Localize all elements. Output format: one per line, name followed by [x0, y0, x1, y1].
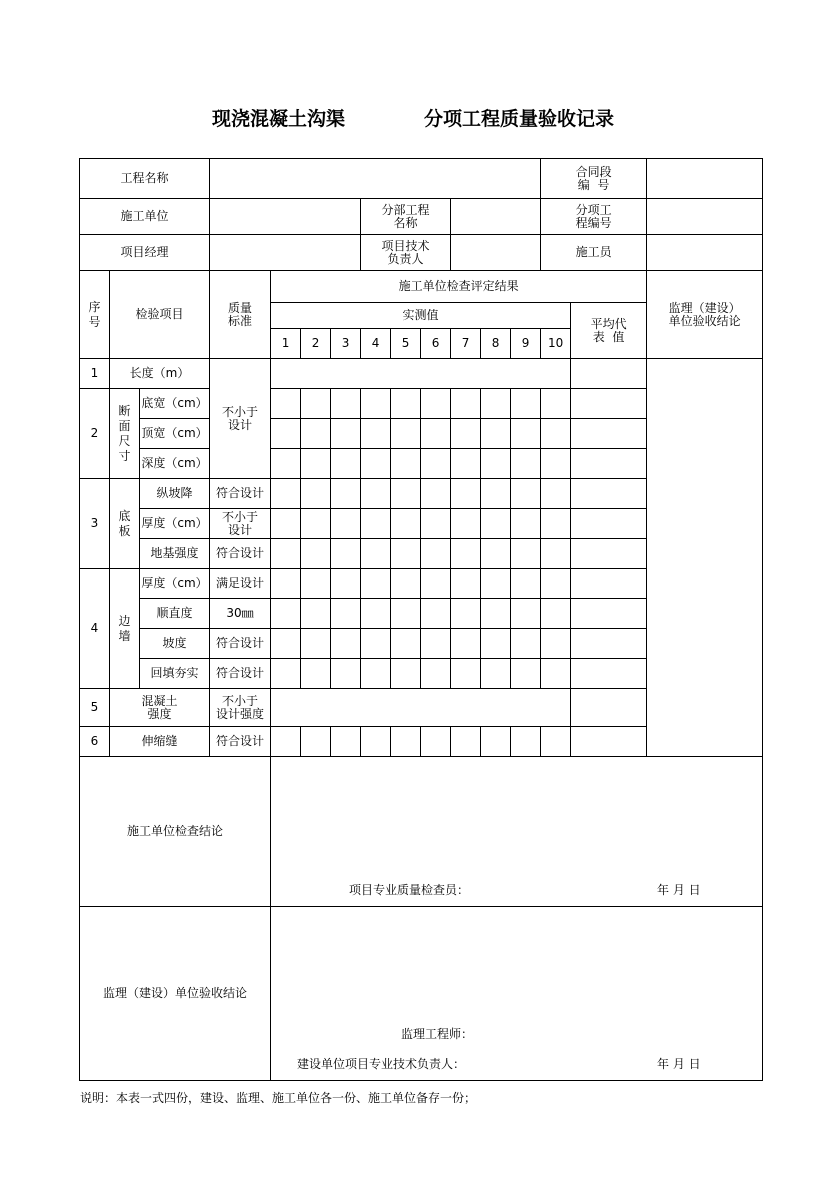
measure-cell[interactable]: [421, 479, 451, 509]
measure-cell[interactable]: [541, 389, 571, 419]
measure-cell[interactable]: [361, 419, 391, 449]
contract-section-label: 合同段 编 号: [541, 159, 647, 199]
measure-cell[interactable]: [301, 449, 331, 479]
col-number: 8: [481, 329, 511, 359]
measure-cell[interactable]: [511, 479, 541, 509]
average-cell[interactable]: [571, 389, 647, 419]
construction-unit-value[interactable]: [210, 199, 361, 235]
measure-cell[interactable]: [271, 629, 301, 659]
average-cell[interactable]: [571, 449, 647, 479]
measure-cell[interactable]: [271, 479, 301, 509]
measure-cell[interactable]: [421, 599, 451, 629]
sub-item-no-label: 分项工 程编号: [541, 199, 647, 235]
average-cell[interactable]: [571, 569, 647, 599]
standard-cell: 30㎜: [210, 599, 271, 629]
item-wall-thickness: 厚度（cm）: [140, 569, 210, 599]
measure-cell[interactable]: [331, 419, 361, 449]
supervision-conclusion-cell[interactable]: [647, 359, 763, 757]
measure-cell[interactable]: [511, 389, 541, 419]
title-right: 分项工程质量验收记录: [424, 108, 615, 130]
measure-cell[interactable]: [331, 569, 361, 599]
measure-cell[interactable]: [511, 449, 541, 479]
eval-result-header: 施工单位检查评定结果: [271, 271, 647, 303]
standard-cell: 符合设计: [210, 659, 271, 689]
measure-cell[interactable]: [331, 479, 361, 509]
measure-cell[interactable]: [271, 419, 301, 449]
measure-cell[interactable]: [391, 539, 421, 569]
measure-cell[interactable]: [301, 479, 331, 509]
measure-cell[interactable]: [391, 509, 421, 539]
measure-cell[interactable]: [421, 449, 451, 479]
measure-cell[interactable]: [271, 727, 301, 757]
strength-measured[interactable]: [271, 689, 571, 727]
measure-cell[interactable]: [421, 569, 451, 599]
measure-cell[interactable]: [481, 509, 511, 539]
sub-division-value[interactable]: [451, 199, 541, 235]
standard-cell: 符合设计: [210, 479, 271, 509]
item-straightness: 顺直度: [140, 599, 210, 629]
standard-cell: 符合设计: [210, 727, 271, 757]
measure-cell[interactable]: [361, 449, 391, 479]
date-label: 年 月 日: [657, 883, 701, 897]
col-number: 6: [421, 329, 451, 359]
measure-cell[interactable]: [361, 659, 391, 689]
item-plate-thickness: 厚度（cm）: [140, 509, 210, 539]
measure-cell[interactable]: [331, 509, 361, 539]
measure-cell[interactable]: [361, 599, 391, 629]
measure-cell[interactable]: [271, 659, 301, 689]
measure-cell[interactable]: [361, 569, 391, 599]
seq-header: 序 号: [80, 271, 110, 359]
project-name-value[interactable]: [210, 159, 541, 199]
measure-cell[interactable]: [541, 599, 571, 629]
measure-cell[interactable]: [511, 659, 541, 689]
measure-cell[interactable]: [481, 727, 511, 757]
measure-cell[interactable]: [421, 659, 451, 689]
tech-leader-label: 项目技术 负责人: [361, 235, 451, 271]
measure-cell[interactable]: [541, 629, 571, 659]
measure-cell[interactable]: [391, 569, 421, 599]
measure-cell[interactable]: [481, 599, 511, 629]
supervision-conclusion-area[interactable]: [271, 907, 763, 1081]
standard-header: 质量 标准: [210, 271, 271, 359]
item-concrete-strength: 混凝土 强度: [110, 689, 210, 727]
measure-cell[interactable]: [451, 727, 481, 757]
measure-cell[interactable]: [451, 479, 481, 509]
measure-cell[interactable]: [271, 389, 301, 419]
standard-cell: 满足设计: [210, 569, 271, 599]
constructor-value[interactable]: [647, 235, 763, 271]
average-cell[interactable]: [571, 539, 647, 569]
item-expansion-joint: 伸缩缝: [110, 727, 210, 757]
row-number: 2: [80, 389, 110, 479]
measure-cell[interactable]: [421, 629, 451, 659]
title-left: 现浇混凝土沟渠: [212, 108, 346, 130]
measure-cell[interactable]: [511, 629, 541, 659]
average-cell[interactable]: [571, 479, 647, 509]
measure-cell[interactable]: [481, 539, 511, 569]
supervision-header: 监理（建设） 单位验收结论: [647, 271, 763, 359]
item-longitudinal-slope: 纵坡降: [140, 479, 210, 509]
col-number: 10: [541, 329, 571, 359]
measure-cell[interactable]: [511, 539, 541, 569]
average-cell[interactable]: [571, 629, 647, 659]
standard-cell: 不小于 设计: [210, 509, 271, 539]
measure-cell[interactable]: [391, 449, 421, 479]
tech-leader-value[interactable]: [451, 235, 541, 271]
project-manager-label: 项目经理: [80, 235, 210, 271]
engineer-label: 监理工程师：: [401, 1027, 474, 1041]
standard-cell: 不小于 设计强度: [210, 689, 271, 727]
measure-cell[interactable]: [511, 419, 541, 449]
measure-cell[interactable]: [511, 599, 541, 629]
measure-cell[interactable]: [451, 629, 481, 659]
measure-cell[interactable]: [481, 449, 511, 479]
measure-cell[interactable]: [391, 479, 421, 509]
measure-cell[interactable]: [481, 569, 511, 599]
standard-cell: 符合设计: [210, 539, 271, 569]
measure-cell[interactable]: [541, 419, 571, 449]
measure-cell[interactable]: [451, 599, 481, 629]
measure-cell[interactable]: [541, 479, 571, 509]
average-cell[interactable]: [571, 509, 647, 539]
average-cell[interactable]: [571, 659, 647, 689]
measure-cell[interactable]: [301, 419, 331, 449]
measure-cell[interactable]: [481, 389, 511, 419]
col-number: 9: [511, 329, 541, 359]
measure-cell[interactable]: [361, 389, 391, 419]
measure-cell[interactable]: [361, 727, 391, 757]
measure-cell[interactable]: [331, 449, 361, 479]
measure-cell[interactable]: [301, 629, 331, 659]
measure-cell[interactable]: [391, 727, 421, 757]
col-number: 4: [361, 329, 391, 359]
row-number: 5: [80, 689, 110, 727]
average-cell[interactable]: [571, 359, 647, 389]
item-top-width: 顶宽（cm）: [140, 419, 210, 449]
measure-cell[interactable]: [541, 727, 571, 757]
measure-cell[interactable]: [301, 569, 331, 599]
item-length: 长度（m）: [110, 359, 210, 389]
measure-cell[interactable]: [331, 389, 361, 419]
measure-cell[interactable]: [301, 389, 331, 419]
contract-section-value[interactable]: [647, 159, 763, 199]
measure-cell[interactable]: [451, 449, 481, 479]
row-number: 1: [80, 359, 110, 389]
col-number: 3: [331, 329, 361, 359]
measure-cell[interactable]: [511, 727, 541, 757]
project-manager-value[interactable]: [210, 235, 361, 271]
measure-cell[interactable]: [451, 419, 481, 449]
group-bottom-plate: 底 板: [110, 479, 140, 569]
measure-cell[interactable]: [481, 629, 511, 659]
measure-cell[interactable]: [301, 727, 331, 757]
measure-cell[interactable]: [541, 509, 571, 539]
inspector-label: 项目专业质量检查员：: [349, 883, 470, 897]
item-header: 检验项目: [110, 271, 210, 359]
measure-cell[interactable]: [271, 569, 301, 599]
measure-cell[interactable]: [271, 539, 301, 569]
group-side-wall: 边 墙: [110, 569, 140, 689]
group-section-size: 断 面 尺 寸: [110, 389, 140, 479]
project-name-label: 工程名称: [80, 159, 210, 199]
average-cell[interactable]: [571, 689, 647, 727]
measure-cell[interactable]: [421, 509, 451, 539]
construction-unit-label: 施工单位: [80, 199, 210, 235]
measure-cell[interactable]: [301, 509, 331, 539]
measure-cell[interactable]: [541, 449, 571, 479]
measure-cell[interactable]: [511, 509, 541, 539]
measure-cell[interactable]: [271, 509, 301, 539]
measure-cell[interactable]: [301, 599, 331, 629]
average-cell[interactable]: [571, 599, 647, 629]
measure-cell[interactable]: [361, 539, 391, 569]
measure-cell[interactable]: [451, 659, 481, 689]
length-measured[interactable]: [271, 359, 571, 389]
measure-cell[interactable]: [451, 389, 481, 419]
measure-cell[interactable]: [451, 569, 481, 599]
row-number: 4: [80, 569, 110, 689]
date-label-2: 年 月 日: [657, 1057, 701, 1071]
col-number: 5: [391, 329, 421, 359]
measure-cell[interactable]: [331, 539, 361, 569]
item-backfill: 回填夯实: [140, 659, 210, 689]
measure-cell[interactable]: [361, 629, 391, 659]
measure-cell[interactable]: [361, 479, 391, 509]
supervision-conclusion-label: 监理（建设）单位验收结论: [80, 907, 271, 1081]
measure-cell[interactable]: [391, 599, 421, 629]
standard-cell: 符合设计: [210, 629, 271, 659]
col-number: 2: [301, 329, 331, 359]
measure-cell[interactable]: [331, 629, 361, 659]
page-title: [0, 104, 838, 134]
average-header: 平均代 表 值: [571, 303, 647, 359]
measure-cell[interactable]: [391, 629, 421, 659]
measure-cell[interactable]: [271, 599, 301, 629]
measured-header: 实测值: [271, 303, 571, 329]
measure-cell[interactable]: [481, 419, 511, 449]
constructor-label: 施工员: [541, 235, 647, 271]
quality-inspection-form: [79, 158, 763, 1081]
measure-cell[interactable]: [421, 419, 451, 449]
footnote: 说明：本表一式四份，建设、监理、施工单位各一份、施工单位备存一份；: [80, 1091, 477, 1105]
measure-cell[interactable]: [481, 479, 511, 509]
construction-conclusion-area[interactable]: [271, 757, 763, 907]
measure-cell[interactable]: [391, 419, 421, 449]
measure-cell[interactable]: [331, 727, 361, 757]
measure-cell[interactable]: [451, 509, 481, 539]
item-slope: 坡度: [140, 629, 210, 659]
measure-cell[interactable]: [451, 539, 481, 569]
measure-cell[interactable]: [511, 569, 541, 599]
measure-cell[interactable]: [481, 659, 511, 689]
row-number: 3: [80, 479, 110, 569]
measure-cell[interactable]: [541, 569, 571, 599]
construction-conclusion-label: 施工单位检查结论: [80, 757, 271, 907]
average-cell[interactable]: [571, 419, 647, 449]
measure-cell[interactable]: [391, 659, 421, 689]
measure-cell[interactable]: [361, 509, 391, 539]
item-bottom-width: 底宽（cm）: [140, 389, 210, 419]
measure-cell[interactable]: [331, 659, 361, 689]
measure-cell[interactable]: [271, 449, 301, 479]
measure-cell[interactable]: [541, 539, 571, 569]
measure-cell[interactable]: [331, 599, 361, 629]
row-number: 6: [80, 727, 110, 757]
measure-cell[interactable]: [421, 727, 451, 757]
item-foundation-strength: 地基强度: [140, 539, 210, 569]
sub-item-no-value[interactable]: [647, 199, 763, 235]
measure-cell[interactable]: [421, 389, 451, 419]
col-number: 7: [451, 329, 481, 359]
average-cell[interactable]: [571, 727, 647, 757]
item-depth: 深度（cm）: [140, 449, 210, 479]
measure-cell[interactable]: [391, 389, 421, 419]
measure-cell[interactable]: [421, 539, 451, 569]
col-number: 1: [271, 329, 301, 359]
measure-cell[interactable]: [301, 659, 331, 689]
owner-tech-label: 建设单位项目专业技术负责人：: [297, 1057, 466, 1071]
measure-cell[interactable]: [301, 539, 331, 569]
standard-section: 不小于 设计: [210, 359, 271, 479]
sub-division-label: 分部工程 名称: [361, 199, 451, 235]
measure-cell[interactable]: [541, 659, 571, 689]
